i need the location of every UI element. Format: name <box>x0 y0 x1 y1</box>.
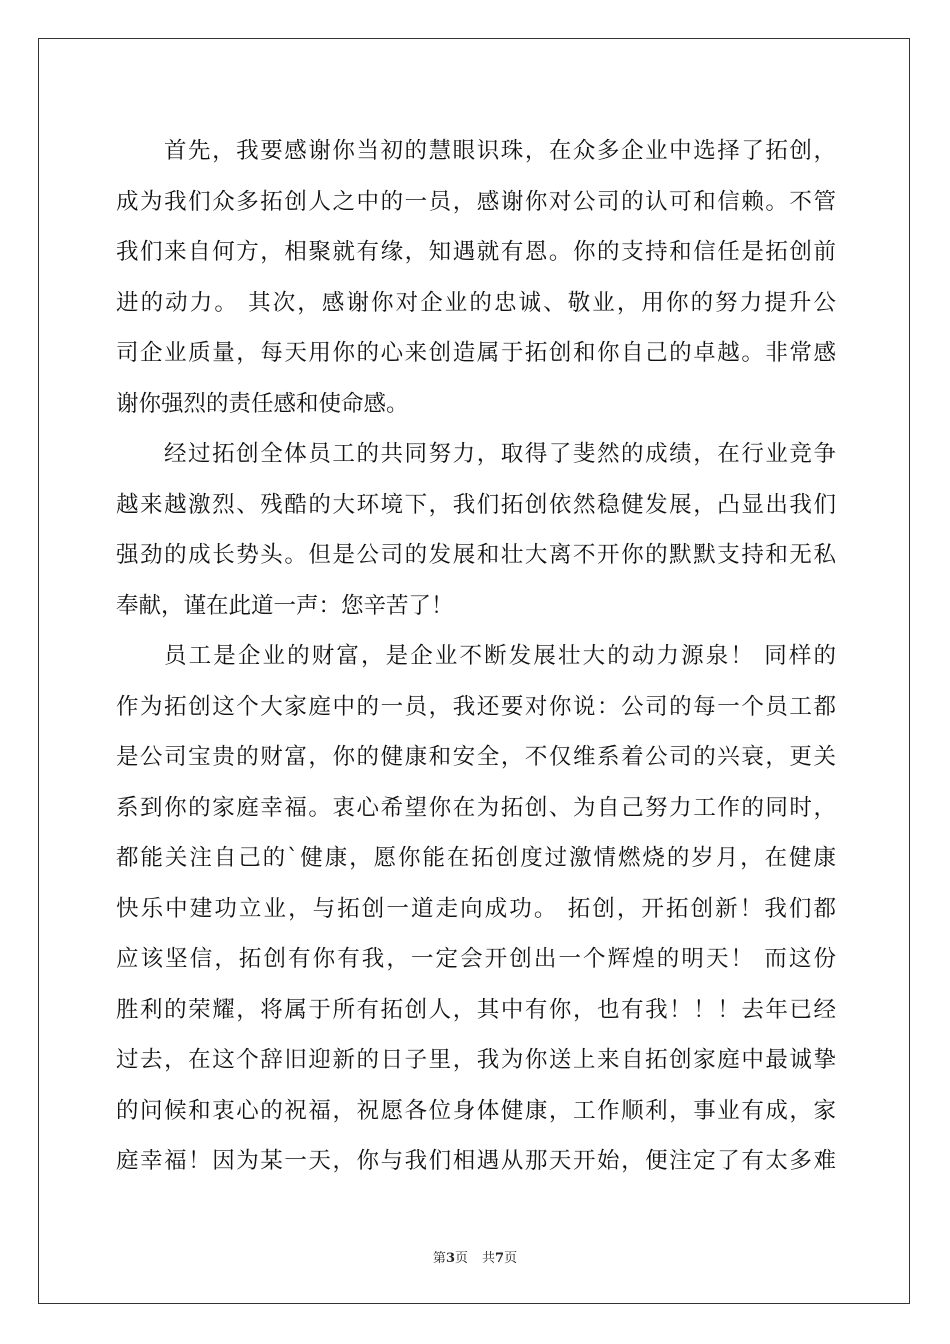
total-label-prefix: 共 <box>482 1251 496 1266</box>
text-line: 作为拓创这个大家庭中的一员，我还要对你说：公司的每一个员工都 <box>116 693 836 720</box>
text-line: 强劲的成长势头。但是公司的发展和壮大离不开你的默默支持和无私 <box>116 542 836 568</box>
text-line: 庭幸福！因为某一天，你与我们相遇从那天开始，便注定了有太多难 <box>116 1148 836 1174</box>
text-line: 胜利的荣耀，将属于所有拓创人，其中有你，也有我！！！去年已经 <box>116 996 836 1023</box>
text-line: 首先，我要感谢你当初的慧眼识珠，在众多企业中选择了拓创， <box>164 138 836 164</box>
text-line: 谢你强烈的责任感和使命感。 <box>116 390 409 417</box>
text-line: 的问候和衷心的祝福，祝愿各位身体健康，工作顺利，事业有成，家 <box>116 1097 836 1124</box>
text-line: 司企业质量，每天用你的心来创造属于拓创和你自己的卓越。非常感 <box>116 340 836 366</box>
document-body <box>116 126 836 1187</box>
page-label-suffix: 页 <box>454 1251 468 1266</box>
text-line: 都能关注自己的`健康，愿你能在拓创度过激情燃烧的岁月，在健康 <box>116 845 836 871</box>
text-line: 成为我们众多拓创人之中的一员，感谢你对公司的认可和信赖。不管 <box>116 188 836 215</box>
text-line: 越来越激烈、残酷的大环境下，我们拓创依然稳健发展，凸显出我们 <box>116 491 836 518</box>
text-line: 过去，在这个辞旧迎新的日子里，我为你送上来自拓创家庭中最诚挚 <box>116 1047 836 1073</box>
current-page-number: 3 <box>445 1251 455 1266</box>
text-line: 系到你的家庭幸福。衷心希望你在为拓创、为自己努力工作的同时， <box>116 794 836 821</box>
total-page-number: 7 <box>495 1251 505 1266</box>
text-line: 我们来自何方，相聚就有缘，知遇就有恩。你的支持和信任是拓创前 <box>116 239 836 265</box>
text-line: 员工是企业的财富，是企业不断发展壮大的动力源泉！ 同样的 <box>164 643 836 669</box>
text-line: 经过拓创全体员工的共同努力，取得了斐然的成绩，在行业竞争 <box>164 441 836 467</box>
total-label-suffix: 页 <box>504 1251 518 1266</box>
text-line: 快乐中建功立业，与拓创一道走向成功。 拓创，开拓创新！我们都 <box>116 895 836 922</box>
page-label-prefix: 第 <box>432 1251 446 1266</box>
page-footer <box>0 1247 950 1266</box>
text-line: 应该坚信，拓创有你有我，一定会开创出一个辉煌的明天！ 而这份 <box>116 946 836 972</box>
text-line: 奉献，谨在此道一声：您辛苦了！ <box>116 592 454 619</box>
text-line: 是公司宝贵的财富，你的健康和安全，不仅维系着公司的兴衰，更关 <box>116 744 836 770</box>
text-line: 进的动力。 其次，感谢你对企业的忠诚、敬业，用你的努力提升公 <box>116 289 836 316</box>
